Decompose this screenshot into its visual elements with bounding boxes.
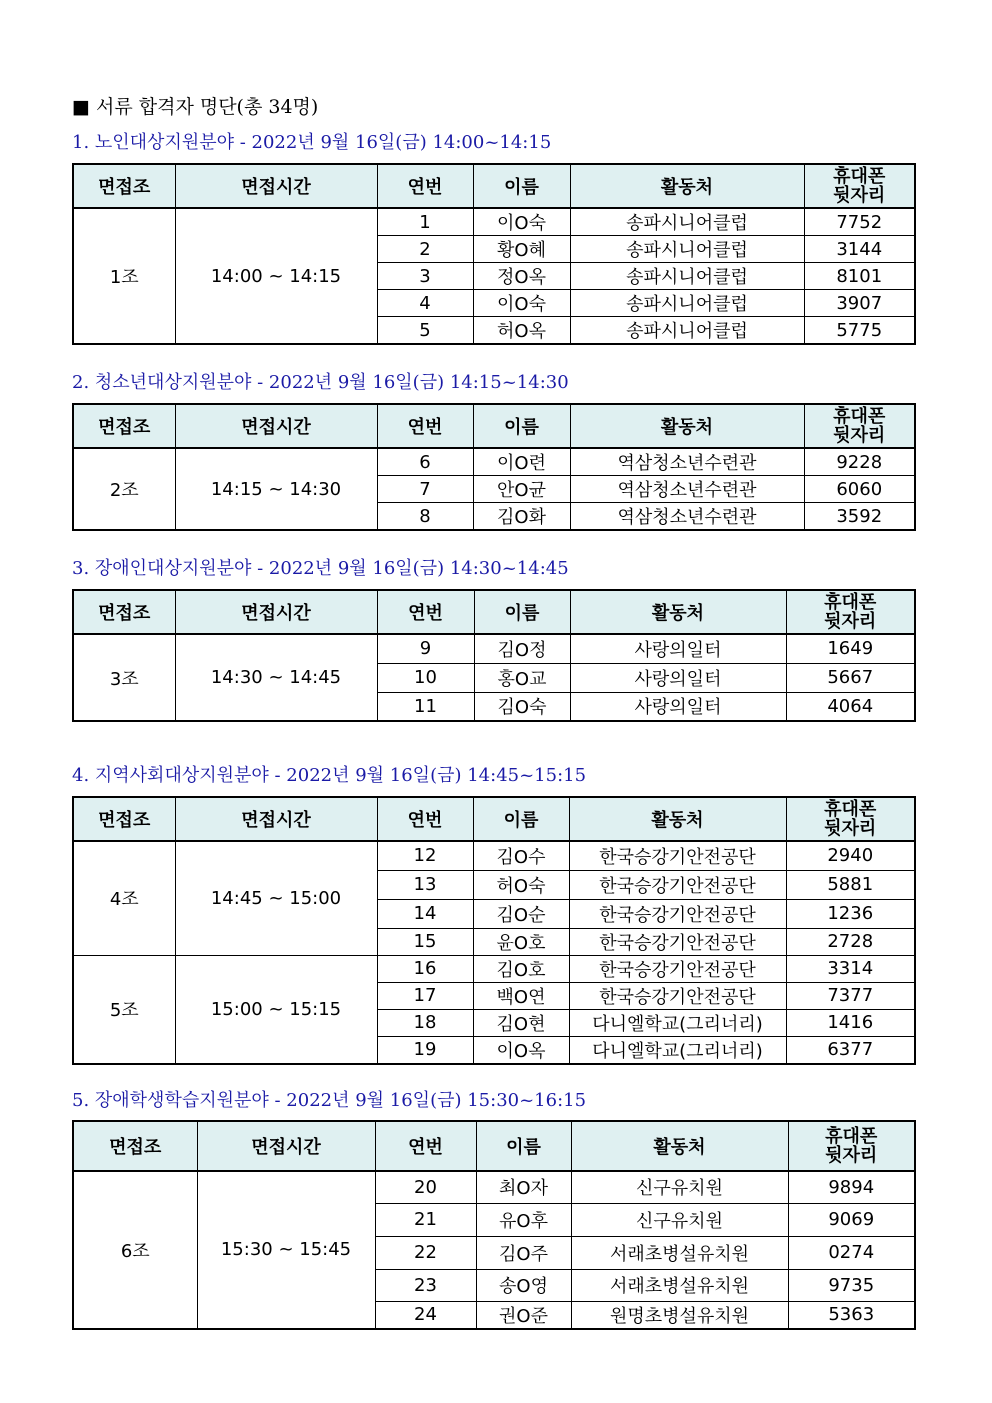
phone-cell: 6377	[786, 1036, 915, 1064]
phone-cell: 9228	[804, 448, 915, 476]
name-cell: 백O연	[473, 982, 569, 1009]
table-header-row	[73, 1121, 915, 1171]
no-cell: 16	[377, 955, 473, 982]
name-cell: 황O혜	[473, 236, 570, 263]
name-cell: 이O옥	[473, 1036, 569, 1064]
table-row	[73, 1171, 915, 1203]
name-cell: 김O현	[473, 1009, 569, 1036]
no-cell: 7	[377, 476, 473, 503]
phone-cell: 5667	[786, 663, 915, 692]
phone-cell: 2728	[786, 928, 915, 955]
phone-cell: 3314	[786, 955, 915, 982]
no-cell: 2	[377, 236, 473, 263]
no-cell: 6	[377, 448, 473, 476]
header-no: 연번	[377, 164, 473, 208]
time-cell: 14:30 ~ 14:45	[175, 634, 377, 721]
no-cell: 20	[375, 1171, 476, 1203]
no-cell: 24	[375, 1301, 476, 1329]
roster-table-2	[72, 403, 916, 531]
no-cell: 21	[375, 1203, 476, 1236]
table-header-row	[73, 590, 915, 634]
phone-cell: 9735	[788, 1269, 915, 1301]
time-cell: 14:00 ~ 14:15	[175, 208, 377, 344]
group-cell: 1조	[73, 208, 175, 344]
place-cell: 송파시니어클럽	[570, 317, 804, 345]
header-time: 면접시간	[175, 797, 377, 841]
group-cell: 2조	[73, 448, 175, 530]
header-group: 면접조	[73, 164, 175, 208]
name-cell: 김O화	[473, 503, 570, 531]
place-cell: 신구유치원	[571, 1203, 788, 1236]
place-cell: 송파시니어클럽	[570, 290, 804, 317]
time-cell: 15:30 ~ 15:45	[197, 1171, 375, 1329]
phone-cell: 7752	[804, 208, 915, 236]
no-cell: 11	[377, 692, 474, 721]
place-cell: 다니엘학교(그리너리)	[569, 1009, 786, 1036]
table-header-row	[73, 164, 915, 208]
header-phone-line2: 뒷자리	[833, 424, 886, 446]
no-cell: 15	[377, 928, 473, 955]
place-cell: 서래초병설유치원	[571, 1236, 788, 1269]
time-cell: 14:15 ~ 14:30	[175, 448, 377, 530]
header-group: 면접조	[73, 404, 175, 448]
phone-cell: 5363	[788, 1301, 915, 1329]
header-name: 이름	[473, 797, 569, 841]
name-cell: 이O숙	[473, 290, 570, 317]
place-cell: 사랑의일터	[570, 663, 786, 692]
header-phone-line1: 휴대폰	[825, 1125, 878, 1147]
place-cell: 한국승강기안전공단	[569, 955, 786, 982]
phone-cell: 1649	[786, 634, 915, 663]
place-cell: 송파시니어클럽	[570, 263, 804, 290]
header-phone-line1: 휴대폰	[833, 165, 886, 187]
table-row	[73, 841, 915, 870]
place-cell: 다니엘학교(그리너리)	[569, 1036, 786, 1064]
no-cell: 10	[377, 663, 474, 692]
header-time: 면접시간	[175, 164, 377, 208]
place-cell: 한국승강기안전공단	[569, 982, 786, 1009]
no-cell: 13	[377, 870, 473, 899]
header-place: 활동처	[569, 797, 786, 841]
table-header-row	[73, 404, 915, 448]
no-cell: 9	[377, 634, 474, 663]
no-cell: 8	[377, 503, 473, 531]
header-group: 면접조	[73, 590, 175, 634]
name-cell: 김O호	[473, 955, 569, 982]
name-cell: 안O균	[473, 476, 570, 503]
name-cell: 이O련	[473, 448, 570, 476]
header-name: 이름	[476, 1121, 571, 1171]
section-title-5: 5. 장애학생학습지원분야 - 2022년 9월 16일(금) 15:30~16:15	[72, 1090, 587, 1111]
header-time: 면접시간	[197, 1121, 375, 1171]
table-row	[73, 448, 915, 476]
header-phone-line1: 휴대폰	[833, 405, 886, 427]
group-cell: 3조	[73, 634, 175, 721]
no-cell: 12	[377, 841, 473, 870]
time-cell: 14:45 ~ 15:00	[175, 841, 377, 955]
phone-cell: 5881	[786, 870, 915, 899]
roster-table-4	[72, 796, 916, 1065]
name-cell: 김O주	[476, 1236, 571, 1269]
name-cell: 정O옥	[473, 263, 570, 290]
header-phone-line2: 뒷자리	[833, 184, 886, 206]
table-row	[73, 634, 915, 663]
header-phone-line2: 뒷자리	[824, 610, 877, 632]
no-cell: 19	[377, 1036, 473, 1064]
name-cell: 허O숙	[473, 870, 569, 899]
header-name: 이름	[474, 590, 570, 634]
header-no: 연번	[377, 404, 473, 448]
group-cell: 5조	[73, 955, 175, 1064]
no-cell: 22	[375, 1236, 476, 1269]
no-cell: 23	[375, 1269, 476, 1301]
header-group: 면접조	[73, 1121, 197, 1171]
header-phone-line1: 휴대폰	[824, 798, 877, 820]
header-phone-line2: 뒷자리	[825, 1144, 878, 1166]
header-phone	[786, 590, 915, 634]
name-cell: 유O후	[476, 1203, 571, 1236]
header-phone	[804, 404, 915, 448]
roster-table-5	[72, 1120, 916, 1330]
section-title-2: 2. 청소년대상지원분야 - 2022년 9월 16일(금) 14:15~14:30	[72, 372, 569, 393]
header-place: 활동처	[570, 590, 786, 634]
place-cell: 역삼청소년수련관	[570, 448, 804, 476]
header-no: 연번	[377, 590, 474, 634]
header-group: 면접조	[73, 797, 175, 841]
no-cell: 14	[377, 899, 473, 928]
roster-table-1	[72, 163, 916, 345]
name-cell: 윤O호	[473, 928, 569, 955]
header-name: 이름	[473, 164, 570, 208]
name-cell: 이O숙	[473, 208, 570, 236]
phone-cell: 7377	[786, 982, 915, 1009]
place-cell: 한국승강기안전공단	[569, 928, 786, 955]
phone-cell: 9894	[788, 1171, 915, 1203]
name-cell: 김O수	[473, 841, 569, 870]
name-cell: 김O숙	[474, 692, 570, 721]
phone-cell: 1236	[786, 899, 915, 928]
place-cell: 한국승강기안전공단	[569, 899, 786, 928]
header-time: 면접시간	[175, 404, 377, 448]
group-cell: 4조	[73, 841, 175, 955]
time-cell: 15:00 ~ 15:15	[175, 955, 377, 1064]
header-phone-line2: 뒷자리	[824, 817, 877, 839]
phone-cell: 6060	[804, 476, 915, 503]
phone-cell: 5775	[804, 317, 915, 345]
phone-cell: 0274	[788, 1236, 915, 1269]
header-no: 연번	[375, 1121, 476, 1171]
no-cell: 1	[377, 208, 473, 236]
no-cell: 18	[377, 1009, 473, 1036]
place-cell: 송파시니어클럽	[570, 236, 804, 263]
place-cell: 송파시니어클럽	[570, 208, 804, 236]
no-cell: 17	[377, 982, 473, 1009]
header-phone	[788, 1121, 915, 1171]
place-cell: 사랑의일터	[570, 692, 786, 721]
header-place: 활동처	[570, 164, 804, 208]
name-cell: 허O옥	[473, 317, 570, 345]
header-no: 연번	[377, 797, 473, 841]
phone-cell: 3592	[804, 503, 915, 531]
header-name: 이름	[473, 404, 570, 448]
place-cell: 역삼청소년수련관	[570, 503, 804, 531]
phone-cell: 4064	[786, 692, 915, 721]
header-time: 면접시간	[175, 590, 377, 634]
phone-cell: 8101	[804, 263, 915, 290]
place-cell: 신구유치원	[571, 1171, 788, 1203]
name-cell: 최O자	[476, 1171, 571, 1203]
table-header-row	[73, 797, 915, 841]
place-cell: 원명초병설유치원	[571, 1301, 788, 1329]
place-cell: 한국승강기안전공단	[569, 870, 786, 899]
header-place: 활동처	[571, 1121, 788, 1171]
section-title-4: 4. 지역사회대상지원분야 - 2022년 9월 16일(금) 14:45~15:15	[72, 765, 587, 786]
no-cell: 5	[377, 317, 473, 345]
phone-cell: 3144	[804, 236, 915, 263]
name-cell: 권O준	[476, 1301, 571, 1329]
name-cell: 홍O교	[474, 663, 570, 692]
header-phone	[786, 797, 915, 841]
no-cell: 4	[377, 290, 473, 317]
phone-cell: 1416	[786, 1009, 915, 1036]
page-title: ■ 서류 합격자 명단(총 34명)	[72, 96, 319, 118]
header-phone	[804, 164, 915, 208]
place-cell: 한국승강기안전공단	[569, 841, 786, 870]
place-cell: 서래초병설유치원	[571, 1269, 788, 1301]
name-cell: 송O영	[476, 1269, 571, 1301]
phone-cell: 2940	[786, 841, 915, 870]
place-cell: 역삼청소년수련관	[570, 476, 804, 503]
header-place: 활동처	[570, 404, 804, 448]
phone-cell: 3907	[804, 290, 915, 317]
name-cell: 김O순	[473, 899, 569, 928]
table-row	[73, 208, 915, 236]
section-title-1: 1. 노인대상지원분야 - 2022년 9월 16일(금) 14:00~14:15	[72, 132, 552, 153]
no-cell: 3	[377, 263, 473, 290]
section-title-3: 3. 장애인대상지원분야 - 2022년 9월 16일(금) 14:30~14:45	[72, 558, 569, 579]
roster-table-3	[72, 589, 916, 722]
header-phone-line1: 휴대폰	[824, 591, 877, 613]
phone-cell: 9069	[788, 1203, 915, 1236]
table-row	[73, 955, 915, 982]
place-cell: 사랑의일터	[570, 634, 786, 663]
name-cell: 김O정	[474, 634, 570, 663]
group-cell: 6조	[73, 1171, 197, 1329]
